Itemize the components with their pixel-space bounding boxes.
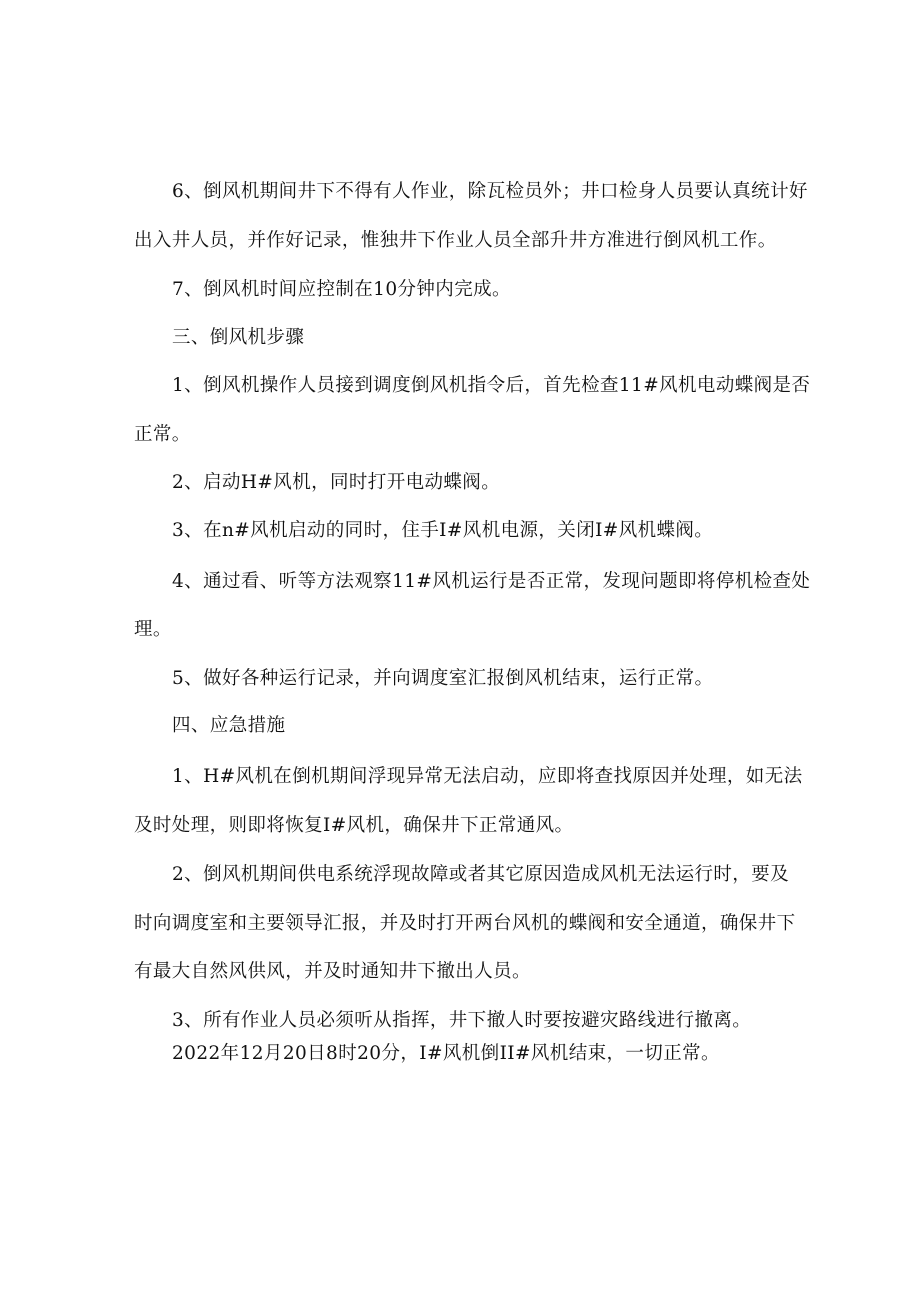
section-4-heading: 四、应急措施 <box>172 715 286 736</box>
completion-record: 2022年12月20日8时20分，I#风机倒II#风机结束，一切正常。 <box>172 1043 720 1064</box>
step-3: 3、在n#风机启动的同时，住手I#风机电源，关闭I#风机蝶阀。 <box>172 520 714 541</box>
section-3-heading: 三、倒风机步骤 <box>172 327 305 348</box>
step-1-line-1: 1、倒风机操作人员接到调度倒风机指令后，首先检查11#风机电动蝶阀是否 <box>172 375 811 396</box>
step-2: 2、启动H#风机，同时打开电动蝶阀。 <box>172 472 501 493</box>
measure-3: 3、所有作业人员必须听从指挥，井下撤人时要按避灾路线进行撤离。 <box>172 1010 752 1031</box>
measure-2-line-1: 2、倒风机期间供电系统浮现故障或者其它原因造成风机无法运行时，要及 <box>172 864 789 885</box>
item-6-line-2: 出入井人员，并作好记录，惟独井下作业人员全部升井方准进行倒风机工作。 <box>134 230 777 251</box>
step-1-line-2: 正常。 <box>134 424 191 445</box>
measure-1-line-2: 及时处理，则即将恢复I#风机，确保井下正常通风。 <box>134 815 574 836</box>
step-5: 5、做好各种运行记录，并向调度室汇报倒风机结束，运行正常。 <box>172 668 714 689</box>
item-6-line-1: 6、倒风机期间井下不得有人作业，除瓦检员外；井口检身人员要认真统计好 <box>172 181 808 202</box>
item-7: 7、倒风机时间应控制在10分钟内完成。 <box>172 279 511 300</box>
step-4-line-2: 理。 <box>134 619 172 640</box>
measure-1-line-1: 1、H#风机在倒机期间浮现异常无法启动，应即将查找原因并处理，如无法 <box>172 766 803 787</box>
measure-2-line-2: 时向调度室和主要领导汇报，并及时打开两台风机的蝶阀和安全通道，确保井下 <box>134 913 796 934</box>
measure-2-line-3: 有最大自然风供风，并及时通知井下撤出人员。 <box>134 961 531 982</box>
step-4-line-1: 4、通过看、听等方法观察11#风机运行是否正常，发现问题即将停机检查处 <box>172 571 811 592</box>
